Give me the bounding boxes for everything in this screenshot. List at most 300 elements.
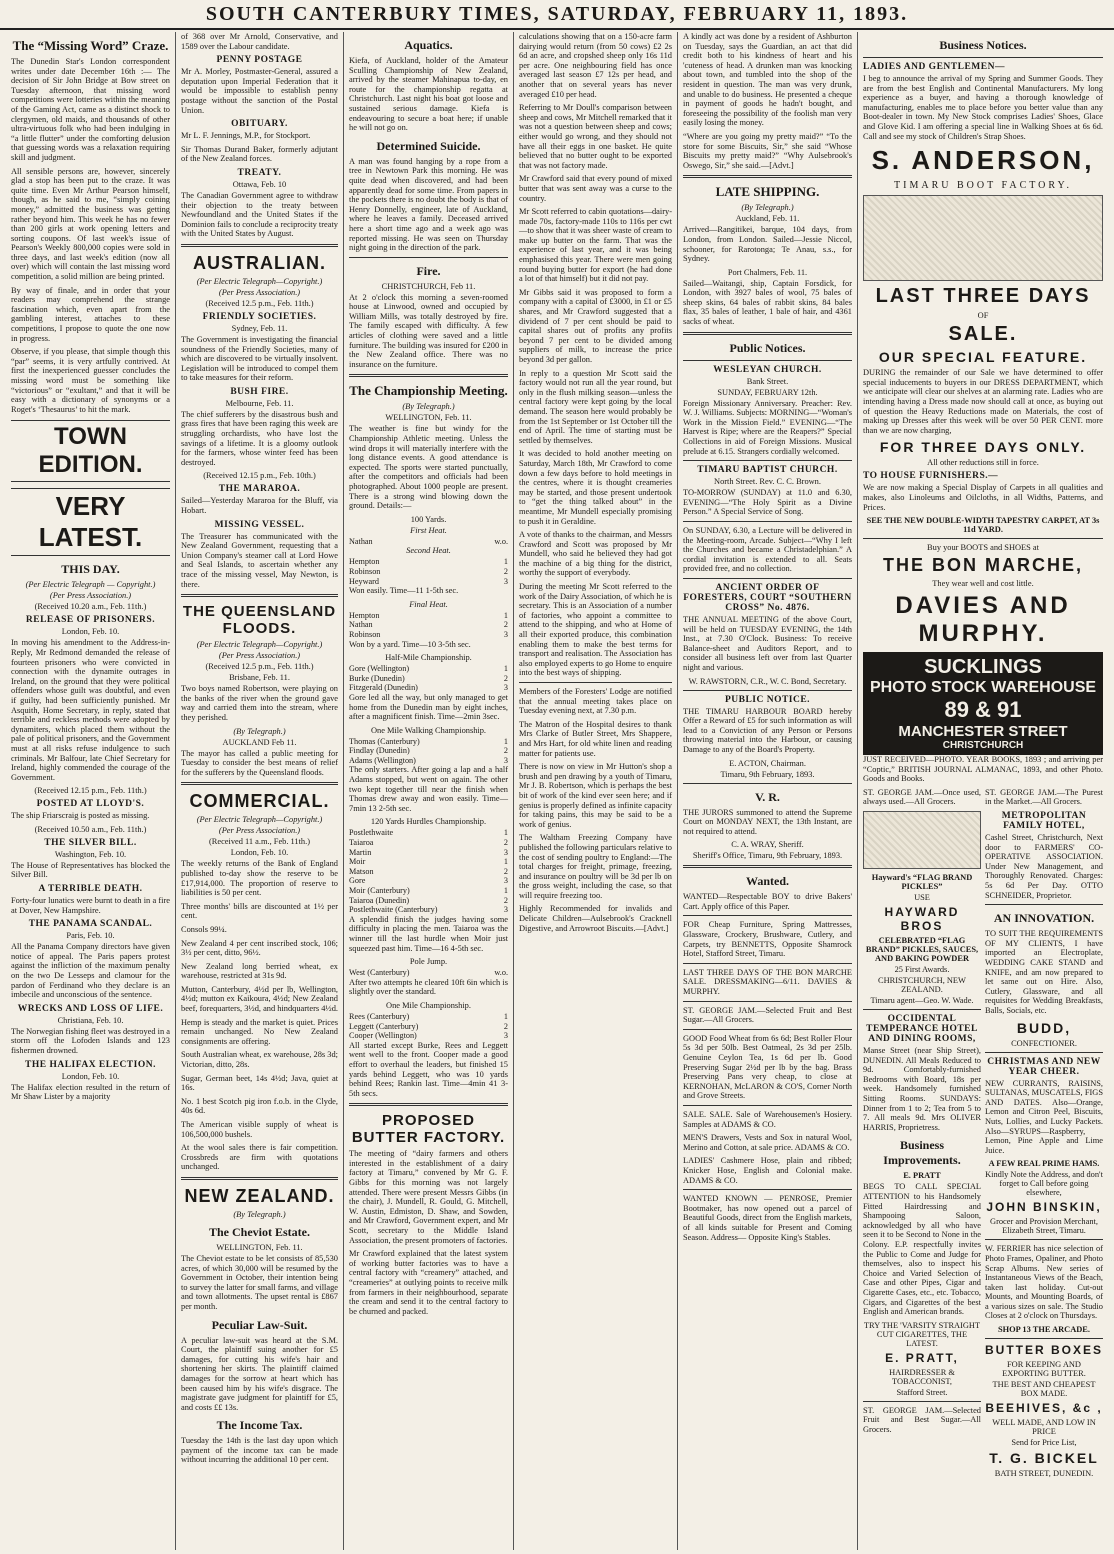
ad-pair: [863, 788, 1103, 1480]
result-row: [349, 1022, 508, 1032]
bickel-name: T. G. BICKEL: [989, 1450, 1099, 1467]
classified-ad: MEN'S Drawers, Vests and Sox in natural Wool, Merino and Cotton, at sale price. ADAMS & CO.: [683, 1133, 852, 1152]
results-list: [349, 737, 508, 766]
notice-text: Foreign Missionary Anniversary. Preacher: Rev. W. J. Williams. Subjects: MORNING—“Woman's Work in the Mission Field.” EVENING—“The Harvest is Ripe; where are the Reapers?” Special Collections in aid of Foreign Missions. Musical prelude at 6.15. Strangers cordially welcomed.: [683, 398, 852, 456]
article-paragraph: A kindly act was done by a resident of Ashburton on Tuesday, says the Guardian, an act that did credit both to his kindness of heart and his 'cuteness of head. A drunken man was knocking about town, and tumbled into the shop of the resident in question. The man was very drunk, and unable to do business. He presented a cheque in payment of goods he hadn't bought, and foreseeing the possibility of the foolish man very easily losing the money.: [683, 32, 852, 128]
article-paragraph: In moving his amendment to the Address-in-Reply, Mr Redmond demanded the release of fourteen prisoners who were convicted in connection with the dynamite outrages in Ireland, on the ground that they were political offenders whose guilt was doubtful, and even if guilty, had been sufficiently punished. Mr Asquith, Home Secretary, in reply, stated that terrible and reckless methods were adopted by dynamiters, which placed them without the pale of political prisoners, and the Government must at all risks refuse indulgence to such criminals. Mr Balfour, late Chief Secretary for Ireland, highly commended the courage of the Government.: [11, 638, 170, 782]
competitor-name: Hempton: [349, 610, 380, 620]
article-paragraph: Mr Crawford explained that the latest system of working butter factories was to have a central factory with “creamery” attached, and “creameries” at outlying points to receive milk from farmers in their neighbourhood, separate the cream and send it to the central factory to be churned and packed.: [349, 1249, 508, 1316]
article-paragraph: Observe, if you please, that simple though this “par” seems, it is very artfully contrived. At first the inexperienced guesser concludes the missing word must be something like “victorious” or “exultant,” and that it will be easy with a dictionary of synonyms or a Roget's ‘Thesaurus’ to hit the mark.: [11, 347, 170, 414]
column-3: [344, 32, 514, 1550]
placing: 1: [503, 664, 508, 674]
sucklings-name: SUCKLINGS: [924, 656, 1042, 679]
butter-boxes-sub: FOR KEEPING AND EXPORTING BUTTER.: [1002, 1360, 1086, 1379]
classified-ad: ST. GEORGE JAM.—Selected Fruit and Best Sugar.—All Grocers.: [683, 1005, 852, 1025]
notice-title: ANCIENT ORDER OF FORESTERS, COURT “SOUTHERN CROSS” No. 4876.: [683, 582, 852, 613]
article-paragraph: All the Panama Company directors have given notice of appeal. The Paris papers protest against the infliction of the maximum penalty on the two De Lesseps and clamour for the pardon of Ferdinand who they declare is an imbecile and unconscious of the sentence.: [11, 942, 170, 1000]
results-list: [349, 828, 508, 857]
article-paragraph: The Dunedin Star's London correspondent writes under date December 16th :— The decision of Sir John Bridge at Bow street on Tuesday afternoon, that missing word competitions were lotteries within the meaning of the Gaming Act, came as a distinct shock to clergymen, old maids, and thousands of other ultra-virtuous folk who had been indulging in “a little flutter” under the comforting delusion that guessing words was a relaxation requiring skill and judgment.: [11, 57, 170, 162]
placing: 3: [503, 755, 508, 765]
pratt-name: E. PRATT,: [885, 1350, 959, 1365]
result-row: [349, 876, 508, 886]
championship-heading: The Championship Meeting.: [349, 383, 508, 399]
placing: 2: [503, 1021, 508, 1031]
ad-text: TO SUIT THE REQUIREMENTS OF MY CLIENTS, I have imported an Electroplate, WEDDING CAKE STAND and KNIFE, and am now prepared to let same out on Hire. Also, Cutlery, Glassware, and all requisites for Wedding Breakfasts, Balls, Socials, etc.: [985, 929, 1103, 1015]
section-heading: WRECKS AND LOSS OF LIFE.: [17, 1003, 164, 1014]
classified-ad: WANTED KNOWN — PENROSE, Premier Bootmaker, has now opened out a parcel of Beautiful Goods, direct from the English markets, of all kinds suitable for Present and Coming Season. Address— Opposite King's Stables.: [683, 1194, 852, 1242]
placing: 2: [503, 673, 508, 683]
butter-factory-heading: PROPOSED BUTTER FACTORY.: [351, 1112, 506, 1147]
result-note: Gore led all the way, but only managed to get home from the Dunedin man by eight inches, after a magnificent finish. Time—2min 3sec.: [349, 692, 508, 722]
notice-text: THE JURORS summoned to attend the Supreme Court on MONDAY NEXT, the 13th Instant, are not required to attend.: [683, 807, 852, 836]
result-row: [349, 577, 508, 587]
manchester-street: MANCHESTER STREET: [898, 723, 1068, 741]
innovation-heading: AN INNOVATION.: [993, 911, 1095, 926]
result-row: [349, 674, 508, 684]
classified-ad: GOOD Food Wheat from 6s 6d; Best Roller Flour 5s 3d per 50lb. Best Oatmeal, 2s 3d per 25lb. Genuine Ceylon Tea, 1s 6d per lb. Good Preserving Sugar 2½d per lb by the bag. Brass Preserving Pans very cheap, to close at KERNOHAN, McLARON & CO'S, Corner North and Grove Streets.: [683, 1033, 852, 1101]
dateline: London, Feb. 10.: [230, 848, 289, 858]
notice-subtitle: Bank Street.: [746, 376, 789, 386]
dateline: Sydney, Feb. 11.: [231, 323, 288, 333]
dateline: Washington, Feb. 10.: [54, 849, 127, 859]
results-list: [349, 664, 508, 693]
notice-text: On SUNDAY, 6.30, a Lecture will be delivered in the Meeting-room, Arcade. Subject—“Why I left the Churches and became a Christadelphian.” A cordial invitation is extended to all. Seats provided free, and no collection.: [683, 526, 852, 574]
section-heading: THE PANAMA SCANDAL.: [28, 919, 153, 930]
article-paragraph: Mr L. F. Jennings, M.P., for Stockport.: [181, 131, 311, 141]
credit-line: (Per Electric Telegraph—Copyright.): [196, 815, 323, 825]
notice-text: TO-MORROW (SUNDAY) at 11.0 and 6.30, EVENING—“The Holy Spirit as a Divine Person.” A Special Service of Song.: [683, 488, 852, 517]
article-paragraph: A peculiar law-suit was heard at the S.M. Court, the plaintiff suing another for £5 damages, for cutting his wife's hair and shortening her skirts. The plaintiff claimed damages for the sorrow at heart which has been caused him by his wife's disgrace. The magistrate gave judgment for plaintiff for £5, and costs ££ 13s.: [181, 1335, 338, 1412]
photo-stock-line: PHOTO STOCK WAREHOUSE: [869, 679, 1097, 697]
section-heading: The Income Tax.: [216, 1418, 303, 1433]
article-paragraph: There is now on view in Mr Hutton's shop a brush and pen drawing by a youth of Timaru, Mr J. B. Robertson, which is perhaps the best bit of work of the kind ever seen here; and if genius is properly defined as infinite capacity for taking pains, this may be said to be a work of genius.: [519, 762, 672, 829]
event-title: Pole Jump.: [409, 957, 448, 967]
event-title: 100 Yards.: [410, 514, 447, 524]
christchurch-nz: CHRISTCHURCH, NEW ZEALAND.: [878, 976, 966, 995]
pickles-illustration: [863, 811, 981, 869]
article-paragraph: Consols 99¼.: [181, 924, 227, 934]
classified-ad: WANTED—Respectable BOY to drive Bakers' Cart. Apply office of this Paper.: [683, 892, 852, 911]
hotel-title: METROPOLITAN FAMILY HOTEL,: [1001, 811, 1087, 832]
dateline: AUCKLAND Feb 11.: [222, 737, 297, 747]
dateline: CHRISTCHURCH, Feb 11.: [381, 281, 476, 291]
dateline: Melbourne, Feb. 11.: [225, 398, 294, 408]
hayward-products: CELEBRATED “FLAG BRAND” PICKLES, SAUCES, AND BAKING POWDER: [865, 936, 979, 964]
dateline: London, Feb. 10.: [61, 1071, 120, 1081]
article-paragraph: Hemp is steady and the market is quiet. Prices remain unchanged. No New Zealand consignments are offering.: [181, 1017, 338, 1046]
result-row: [349, 1031, 508, 1041]
ad-text: BEGS TO CALL SPECIAL ATTENTION to his Handsomely Fitted Hairdressing and Shampooing Saloon, acknowledged by all who have seen it to be Second to None in the Colony. E.P. respectfully invites the Public to Come and Judge for themselves, also to inspect his Choice and Varied Selection of Case and other Pipes, Cigar and Cigarette Cases, etc., etc. Tobacco, Cigars, and Cigarettes of the best English and American brands.: [863, 1182, 981, 1317]
results-list: [349, 886, 508, 915]
competitor-name: Robinson: [349, 566, 381, 576]
business-improvements: Business Improvements.: [883, 1138, 961, 1168]
tapestry-line: SEE THE NEW DOUBLE-WIDTH TAPESTRY CARPET, AT 3s 11d YARD.: [866, 516, 1100, 535]
new-zealand-heading: NEW ZEALAND.: [184, 1185, 335, 1206]
article-paragraph: In reply to a question Mr Scott said the factory would not run all the year round, but only in the flush milking season—unless the central factory were kept going by the local demand. The season here would probably be from the 1st September or 1st October till the end of April. The time of starting must be settled by themselves.: [519, 368, 672, 445]
competitor-name: Heyward: [349, 576, 380, 586]
notice-text: THE ANNUAL MEETING of the above Court, will be held on TUESDAY EVENING, the 14th Inst., at 7.30 O'Clock. Business: To receive Balance-sheet and Auditors Report, and to consider all business left over from last Quarter night and various.: [683, 614, 852, 672]
credit-line: (Per Electric Telegraph — Copyright.): [25, 580, 156, 590]
christchurch-line: CHRISTCHURCH: [942, 740, 1024, 752]
received-line: (Received 12.15 p.m., Feb. 10th.): [203, 471, 316, 481]
competitor-name: Thomas (Canterbury): [349, 736, 420, 746]
butter-boxes: BUTTER BOXES: [985, 1343, 1104, 1358]
notice-text: THE TIMARU HARBOUR BOARD hereby Offer a Reward of £5 for such information as will lead to a Conviction of any Person or Persons throwing material into the Harbour, or causing Damage to any of the Board's Property.: [683, 706, 852, 754]
business-notices-heading: Business Notices.: [939, 38, 1027, 52]
article-paragraph: New Zealand 4 per cent inscribed stock, 106; 3½ per cent, ditto, 96½.: [181, 938, 338, 958]
ad-text: W. FERRIER has nice selection of Photo Frames, Opaliner, and Photo Scrap Albums. New series of Instantaneous Views of the Beach, taken last holiday. Cut-out Mounts, and Mounting Boards, of a various sizes on sale. The Studio Closes at 2 o'clock on Thursdays.: [985, 1244, 1103, 1321]
ad-heading: LADIES AND GENTLEMEN—: [863, 62, 1005, 72]
placing: 2: [503, 746, 508, 756]
dateline: Auckland, Feb. 11.: [735, 214, 800, 224]
reductions-note: All other reductions still in force.: [927, 458, 1039, 468]
section-heading: OBITUARY.: [231, 119, 288, 130]
result-row: [349, 838, 508, 848]
flag-brand-caption: Hayward's “FLAG BRAND PICKLES”: [871, 873, 973, 892]
classified-ad: ST. GEORGE JAM.—The Purest in the Market.—All Grocers.: [985, 787, 1103, 807]
result-row: [349, 557, 508, 567]
placing: 2: [503, 566, 508, 576]
shop-13: SHOP 13 THE ARCADE.: [998, 1325, 1090, 1335]
credit-line: (Per Electric Telegraph—Copyright.): [196, 640, 323, 650]
classified-ad: LADIES' Cashmere Hose, plain and ribbed; Knicker Hose, English and Colonial make. ADAMS & CO.: [683, 1156, 852, 1185]
competitor-name: Moir: [349, 857, 366, 867]
price-list: Send for Price List,: [1011, 1438, 1077, 1448]
ad-text: Cashel Street, Christchurch, Next door to FARMERS' CO-OPERATIVE ASSOCIATION. Under New Management, and Thoroughly Renovated. Charges: 5s 6d Per Day. OTTO SCHNEIDER, Proprietor.: [985, 833, 1103, 900]
hayward-name: HAYWARD BROS: [884, 905, 960, 934]
ad-text: I beg to announce the arrival of my Spring and Summer Goods. They are from the best English and Continental Manufacturers. My long experience as a buyer, and having a thorough knowledge of manufacturing, enables me to place before you better value than any Boot-dealer in town. My New Stock comprises Ladies' Shoes, Glace and Glove Kid. I am offering a special line in Walking Shoes at 6s 6d. Call and see my stock of Children's Strap Shoes.: [863, 74, 1103, 141]
missing-word-title: The “Missing Word” Craze.: [12, 38, 169, 53]
competitor-name: Postlethwaite: [349, 828, 394, 838]
ad-text: JUST RECEIVED—PHOTO. YEAR BOOKS, 1893 ; and arriving per “Coptic,” BRITISH JOURNAL ALMANAC, 1893, and other Photo. Goods and Books.: [863, 755, 1103, 784]
beehives: BEEHIVES, &c ,: [985, 1401, 1103, 1416]
article-paragraph: Three months' bills are discounted at 1½ per cent.: [181, 901, 338, 921]
competitor-name: Postlethwaite (Canterbury): [349, 905, 438, 915]
competitor-name: Fitzgerald (Dunedin): [349, 683, 418, 693]
competitor-name: West (Canterbury): [349, 968, 410, 978]
bickel-address: BATH STREET, DUNEDIN.: [994, 1469, 1094, 1479]
placing: 1: [503, 857, 508, 867]
notice-signature: W. RAWSTORN, C.R., W. C. Bond, Secretary.: [688, 676, 847, 686]
section-heading: Peculiar Law-Suit.: [211, 1317, 308, 1332]
section-heading: THE SILVER BILL.: [44, 837, 137, 848]
credit-line: (Per Press Association.): [49, 591, 132, 601]
article-paragraph: The Treasurer has communicated with the New Zealand Government, requesting that a Union Company's steamer call at Lord Howe and Seal Islands, to ascertain whether any trace of the missing vessel, May Newton, is there.: [181, 531, 338, 589]
event-title: One Mile Championship.: [386, 1000, 471, 1010]
notice-title: WESLEYAN CHURCH.: [713, 364, 822, 375]
town-edition-heading: TOWN EDITION.: [11, 420, 170, 482]
credit-line: (Per Electric Telegraph—Copyright.): [196, 276, 323, 286]
sale-label: SALE.: [948, 323, 1018, 346]
results-list: [349, 1012, 508, 1041]
competitor-name: Martin: [349, 847, 372, 857]
xmas-heading: CHRISTMAS AND NEW YEAR CHEER.: [987, 1056, 1101, 1077]
classified-ad: FOR Cheap Furniture, Spring Mattresses, Glassware, Crockery, Brushware, Cutlery, and Carpets, try BENNETTS, Opposite Shamrock Hotel, Stafford Street, Timaru.: [683, 920, 852, 959]
article-paragraph: of 368 over Mr Arnold, Conservative, and 1589 over the Labour candidate.: [181, 32, 338, 51]
article-paragraph: At 2 o'clock this morning a seven-roomed house at Linwood, owned and occupied by William Mills, was totally destroyed by fire. The family escaped with difficulty. A few articles of clothing were saved and a little furniture. The building was insured for £200 in the New Zealand office. There was no insurance on the furniture.: [349, 292, 508, 369]
placing: 2: [503, 895, 508, 905]
result-row: [349, 611, 508, 621]
dateline: Ottawa, Feb. 10: [232, 179, 287, 189]
competitor-name: Cooper (Wellington): [349, 1031, 417, 1041]
article-paragraph: All sensible persons are, however, sincerely glad a stop has been put to the craze. It was quite time. Even Mr Arthur Pearson himself, though, as he said to me, “simply coining money,” admitted the business was getting rather beyond him. This week he has no fewer than 200 girls at work opening letters and sorting coupons. Of last week's issue of Pearson's Weekly 800,000 copies were sold in three days, and last week's edition (now all over) which will contain the last missing word competition, a solid million are being printed.: [11, 166, 170, 282]
result-row: [349, 968, 508, 978]
article-paragraph: The Waltham Freezing Company have published the following particulars relative to the cost of sending poultry to England:—The total charges for freight, primage, freezing, and insurance on poultry will be 3d per lb on the gross weight, including the case, so that will require freezing too.: [519, 833, 672, 900]
placing: w.o.: [494, 536, 508, 546]
notice-date: SUNDAY, FEBRUARY 12th.: [717, 387, 818, 397]
column-5: [678, 32, 858, 1550]
result-note: All started except Burke, Rees and Leggett went well to the front. Cooper made a good effort to overhaul the leaders, but finished 15 yards behind Leggett, who was 10 yards behind Rees; Rankin last. Time—4min 41 3-5th secs.: [349, 1040, 508, 1098]
article-paragraph: The meeting of “dairy farmers and others interested in the establishment of a dairy factory at Timaru,” convened by Mr G. F. Gibbs for this morning was not largely attended. There were present Messrs Gibbs (in the chair), J. Mundell, R. Gould, G. Mitchell, W. Austin, Edmiston, D. Shaw, and Sowden, and Mr Crawford, Government expert, and Mr Scott, secretary to the Middle Island Association, the present promoters of factories.: [349, 1149, 508, 1245]
result-row: [349, 620, 508, 630]
placing: 1: [503, 736, 508, 746]
classified-ad: ST. GEORGE JAM.—Selected Fruit and Best Sugar.—All Grocers.: [863, 1405, 981, 1434]
wanted-heading: Wanted.: [745, 874, 789, 889]
section-heading: RELEASE OF PRISONERS.: [25, 615, 156, 626]
ad-text: DURING the remainder of our Sale we have determined to offer special inducements to buyers in our DRESS DEPARTMENT, which we anticipate will clear our shelves at an alarming rate. Ladies who are intending having a Dress made now should call at once, as buying out of question the Heavy Reductions made on Materials, the cost of making up Dresses after this week will be over 50 PER CENT. more than we are now charging,: [863, 368, 1103, 435]
credit-line: (By Telegraph.): [233, 1209, 286, 1219]
placing: 2: [503, 838, 508, 848]
article-paragraph: Members of the Foresters' Lodge are notified that the annual meeting takes place on Tuesday evening next, at 7.30 p.m.: [519, 687, 672, 716]
competitor-name: Matson: [349, 866, 374, 876]
article-paragraph: By way of finale, and in order that your readers may comprehend the strange fascination which, even apart from the gambling interest, attaches to these competitions, I propose to quote the one now in progress.: [11, 285, 170, 343]
column-2: [176, 32, 344, 1550]
event-title: 120 Yards Hurdles Championship.: [370, 817, 487, 827]
hotel-title: OCCIDENTAL TEMPERANCE HOTEL AND DINING ROOMS,: [866, 1014, 978, 1045]
article-paragraph: The mayor has called a public meeting for Tuesday to consider the best means of relief for the sufferers by the Queensland floods.: [181, 748, 338, 777]
article-paragraph: The Government is investigating the financial soundness of the Friendly Societies, many of which are discovered to be virtually insolvent. Legislation will be introduced to compel them to take measures for their reform.: [181, 334, 338, 383]
credit-line: (By Telegraph.): [233, 726, 286, 736]
pratt-role: HAIRDRESSER & TOBACCONIST,: [889, 1367, 955, 1386]
placing: 3: [503, 1031, 508, 1041]
competitor-name: Findlay (Dunedin): [349, 746, 410, 756]
received-line: (Received 12.5 p.m., Feb. 11th.): [205, 298, 314, 308]
result-note: Won by a yard. Time—10 3-5th sec.: [349, 639, 471, 649]
notice-date: Timaru, 9th February, 1893.: [720, 769, 815, 779]
budd-name: BUDD,: [1016, 1019, 1072, 1036]
special-feature: OUR SPECIAL FEATURE.: [878, 349, 1088, 366]
result-row: [349, 567, 508, 577]
classified-ad: LAST THREE DAYS OF THE BON MARCHE SALE. DRESSMAKING—6/11. DAVIES & MURPHY.: [683, 967, 852, 997]
competitor-name: Burke (Dunedin): [349, 673, 405, 683]
section-heading: The Cheviot Estate.: [209, 1224, 310, 1239]
received-line: (Received 12.15 p.m., Feb. 11th.): [34, 786, 147, 796]
agent-line: Timaru agent—Geo. W. Wade.: [870, 996, 974, 1006]
result-note: A splendid finish the judges having some difficulty in placing the men. Taiaroa was the winner till the last hurdle when Moir just squeezed past him. Time—16 4-5th sec.: [349, 914, 508, 953]
article-paragraph: At the wool sales there is fair competition. Crossbreds are firm with quotations unchanged.: [181, 1143, 338, 1172]
notice-subtitle: North Street. Rev. C. C. Brown.: [714, 477, 821, 487]
result-note: The only starters. After going a lap and a half Adams stopped, but went on again. The other two kept together till near the finish when Thomas drew away and won easily. Time—7min 13 2-5th sec.: [349, 765, 508, 813]
ad-text: NEW CURRANTS, RAISINS, SULTANAS, MUSCATELS, FIGS AND DATES. Also—Orange, Lemon and Citron Peel, Biscuits, Nuts, Lollies, and Lucky Packets. Also—SYRUPS—Raspberry, Lemon, Pine Apple and Lime Juice.: [985, 1078, 1103, 1155]
placing: 1: [503, 886, 508, 895]
event-title: Half-Mile Championship.: [385, 653, 472, 663]
pratt-title: E. PRATT: [903, 1171, 941, 1181]
placing: 1: [503, 610, 508, 620]
article-paragraph: A vote of thanks to the chairman, and Messrs Crawford and Scott was proposed by Mr Mundell, who said he believed they had got the machine of a big thing for the district, worthy the support of everybody.: [519, 530, 672, 578]
competitor-name: Leggett (Canterbury): [349, 1021, 419, 1031]
bon-marche-name: THE BON MARCHE,: [883, 555, 1083, 576]
awards-line: 25 First Awards.: [894, 965, 950, 975]
prime-hams: A FEW REAL PRIME HAMS.: [988, 1159, 1100, 1169]
buy-boots-line: Buy your BOOTS and SHOES at: [927, 543, 1039, 553]
result-note: After two attempts he cleared 10ft 6in which is slightly over the standard.: [349, 977, 508, 997]
competitor-name: Adams (Wellington): [349, 755, 416, 765]
result-row: [349, 886, 508, 896]
anderson-subtitle: TIMARU BOOT FACTORY.: [894, 180, 1072, 192]
article-paragraph: Forty-four lunatics were burnt to death in a fire at Dover, New Hampshire.: [11, 896, 170, 915]
dateline: Paris, Feb. 10.: [66, 931, 115, 941]
credit-line: (Per Press Association.): [218, 287, 301, 297]
section-heading: THE HALIFAX ELECTION.: [25, 1059, 156, 1070]
placing: 2: [503, 866, 508, 876]
received-line: (Received 11 a.m., Feb. 11th.): [208, 837, 310, 847]
result-row: [349, 828, 508, 838]
article-paragraph: The chief sufferers by the disastrous bush and grass fires that have been raging this week are struggling orchardists, who have lost the savings of a lifetime. It is a gloomy outlook for the farmers, whose winter feed has been destroyed.: [181, 409, 338, 467]
masthead: SOUTH CANTERBURY TIMES, SATURDAY, FEBRUARY 11, 1893.: [0, 0, 1114, 30]
article-paragraph: No. 1 best Scotch pig iron f.o.b. in the Clyde, 40s 6d.: [181, 1096, 338, 1116]
results-list: [349, 857, 508, 886]
placing: 3: [503, 629, 508, 639]
competitor-name: Taiaroa: [349, 838, 374, 848]
results-list: [349, 611, 508, 640]
section-heading: A TERRIBLE DEATH.: [38, 884, 143, 895]
placing: 3: [503, 683, 508, 693]
use-label: USE: [914, 893, 930, 903]
article-paragraph: Sugar, German beet, 14s 4½d; Java, quiet at 16s.: [181, 1073, 338, 1093]
article-paragraph: South Australian wheat, ex warehouse, 28s 3d; Victorian, ditto, 28s.: [181, 1050, 338, 1070]
received-line: (Received 10.20 a.m., Feb. 11th.): [34, 602, 147, 612]
last-three-days: LAST THREE DAYS: [875, 285, 1091, 308]
competitor-name: Nathan: [349, 536, 373, 546]
competitor-name: Nathan: [349, 620, 373, 630]
placing: 1: [503, 1011, 508, 1021]
notice-date: Sheriff's Office, Timaru, 9th February, 1893.: [692, 851, 843, 861]
article-paragraph: The Norwegian fishing fleet was destroyed in a storm off the Lofoden Islands and 123 fishermen drowned.: [11, 1026, 170, 1055]
article-paragraph: Sailed—Waitangi, ship, Captain Forsdick, for London, with 3927 bales of wool, 75 bales of sheep skins, 64 bales of rabbit skins, 84 bales flax, 35 bales of leather, 1 bale of hair, and 4361 sacks of wheat.: [683, 278, 852, 327]
article-paragraph: The American visible supply of wheat is 106,500,000 bushels.: [181, 1120, 338, 1139]
results-list: [349, 968, 508, 978]
section-heading: MISSING VESSEL.: [214, 519, 305, 530]
section-heading: THE MARAROA.: [218, 484, 301, 495]
placing: 2: [503, 620, 508, 630]
article-paragraph: Mutton, Canterbury, 4½d per lb, Wellington, 4½d; mutton ex Kaikoura, 4½d; New Zealand beef, forequarters, 3½d, and hindquarters 4½d.: [181, 984, 338, 1014]
article-paragraph: The Canadian Government agree to withdraw their objection to the treaty between Newfoundland and the United States if the Dominion fails to conclude a reciprocity treaty with the United States by August.: [181, 190, 338, 239]
competitor-name: Gore: [349, 876, 366, 886]
address-number: 89 & 91: [944, 697, 1022, 723]
competitor-name: Hempton: [349, 557, 380, 567]
result-row: [349, 756, 508, 766]
article-paragraph: calculations showing that on a 150-acre farm dairying would return (from 50 cows) £2 2s 6d an acre, and cropshed sheep only 16s 11d per acre. One neighbouring field has once averaged last season £7 12s per head, and another that on several years has never averaged £10 per head.: [519, 32, 672, 99]
placing: 3: [503, 847, 508, 857]
australian-heading: AUSTRALIAN.: [193, 252, 326, 273]
article-paragraph: New Zealand long berried wheat, ex warehouse, restricted at 31s 9d.: [181, 961, 338, 981]
competitor-name: Rees (Canterbury): [349, 1011, 410, 1021]
article-paragraph: Mr Gibbs said it was proposed to form a company with a capital of £3000, in £1 or £5 shares, and Mr Crawford suggested that a dividend of 7 per cent should be paid to capital shares out of profits any profits beyond 7 per cent to be divided among suppliers of milk, to increase the price beyond 3d per gallon.: [519, 287, 672, 364]
section-heading: TREATY.: [237, 167, 282, 178]
classified-ad: SALE. SALE. Sale of Warehousemen's Hosiery. Samples at ADAMS & CO.: [683, 1109, 852, 1129]
article-paragraph: The ship Friarscraig is posted as missing.: [11, 811, 150, 821]
article-paragraph: Sir Thomas Durand Baker, formerly adjutant of the New Zealand forces.: [181, 144, 338, 164]
sucklings-banner: [863, 652, 1103, 755]
article-paragraph: The Halifax election resulted in the return of Mr Shaw Lister by a majority: [11, 1082, 170, 1102]
placing: 3: [503, 905, 508, 915]
section-heading: BUSH FIRE.: [230, 386, 289, 397]
result-row: [349, 746, 508, 756]
results-list: [349, 557, 508, 586]
column-4: [514, 32, 678, 1550]
this-day-heading: THIS DAY.: [61, 562, 120, 577]
article-paragraph: Sailed—Yesterday Mararoa for the Bluff, via Hobart.: [181, 496, 338, 516]
anderson-name: S. ANDERSON,: [871, 145, 1095, 176]
pratt-try: TRY THE 'VARSITY STRAIGHT CUT CIGARETTES, THE LATEST.: [863, 1320, 981, 1348]
columns: [6, 32, 1108, 1550]
section-heading: Fire.: [416, 263, 441, 278]
article-paragraph: The weather is fine but windy for the Championship Athletic meeting. Unless the wind drops it will materially interfere with the long distance events. A good attendance is expected. The sports were started punctually, after the competitors and officials had been photographed. About 1000 people are present. There is a strong wind blowing down the ground. Details:—: [349, 424, 508, 511]
column-1: [6, 32, 176, 1550]
ad-text: We are now making a Special Display of Carpets in all qualities and makes, also Linoleums and Oilcloths, in all Widths, Patterns, and Prices.: [863, 483, 1103, 512]
competitor-name: Robinson: [349, 629, 381, 639]
received-line: (Received 12.5 p.m., Feb. 11th.): [205, 662, 314, 672]
article-paragraph: The weekly returns of the Bank of England published to-day show the reserve to be £17,914,000. The proportion of reserve to liabilities is 50 per cent.: [181, 859, 338, 898]
placing: 1: [503, 557, 508, 567]
budd-role: CONFECTIONER.: [1011, 1038, 1077, 1048]
heat-label: Second Heat.: [406, 546, 451, 556]
column-6-advertisements: [858, 32, 1108, 1550]
very-latest-heading: VERY LATEST.: [11, 488, 170, 556]
queensland-heading: THE QUEENSLAND FLOODS.: [182, 603, 337, 638]
placing: 1: [503, 828, 508, 838]
placing: 3: [503, 576, 508, 586]
advertisement-line: “Where are you going my pretty maid?” “To the store for some Biscuits, Sir,” she said “Whose Biscuits my pretty maid?” “Why Aulsebrook's Oswego, Sir,” she said.—[Advt.]: [683, 131, 852, 170]
result-row: [349, 664, 508, 674]
of-label: OF: [977, 311, 989, 321]
article-paragraph: The House of Representatives has blocked the Silver Bill.: [11, 860, 170, 880]
ad-heading: TO HOUSE FURNISHERS.—: [863, 471, 999, 482]
advertisement-line: Highly Recommended for invalids and Delicate Children—Aulsebrook's Cracknell Digestive, and Arrowroot Biscuits.—[Advt.]: [519, 904, 672, 933]
result-row: [349, 848, 508, 858]
result-row: [349, 537, 508, 547]
article-paragraph: Arrived—Rangitikei, barque, 104 days, from London, from London. Sailed—Jessie Niccol, schooner, for Rarotonga; Te Anau, s.s., for Sydney.: [683, 225, 852, 264]
article-paragraph: It was decided to hold another meeting on Saturday, March 18th, Mr Crawford to come down a few days before to hold meetings in the centres, where it is thought creameries may be started, and those present undertook to “get the thing talked about” in the meantime, Mr Mundell especially promising to push it in Geraldine.: [519, 449, 672, 526]
article-paragraph: The Cheviot estate to be let consists of 85,530 acres, of which 30,000 will be resumed by the Government in October, their intention being to survey the latter for small farms, and village and town allotments. The upset rental is £867 per month.: [181, 1253, 338, 1311]
result-row: [349, 1012, 508, 1022]
result-row: [349, 737, 508, 747]
competitor-name: Taiaroa (Dunedin): [349, 895, 410, 905]
credit-line: (By Telegraph.): [741, 203, 794, 213]
result-row: [349, 867, 508, 877]
heat-label: First Heat.: [410, 525, 447, 535]
vr-crest: V. R.: [755, 789, 780, 804]
event-title: One Mile Walking Championship.: [370, 725, 487, 735]
section-heading: PENNY POSTAGE: [216, 55, 303, 66]
box-made: THE BEST AND CHEAPEST BOX MADE.: [992, 1380, 1096, 1399]
notice-signature: C. A. WRAY, Sheriff.: [731, 840, 804, 850]
article-paragraph: During the meeting Mr Scott referred to the work of the Dairy Association, of which he is secretary. This is an Association of a number of factories, who appoint a committee to attend to the shipping, and who at Home of all their exported produce, this combination enabling them to make the best terms for transport and realisation. The Association has also employed experts to go Home to enquire into the best ways of shipping.: [519, 582, 672, 678]
result-row: [349, 857, 508, 867]
article-paragraph: Kiefa, of Auckland, holder of the Amateur Sculling Championship of New Zealand, arrived by the steamer Mahinapua to-day, en route for the championship regatta at Christchurch. Last night his boat got loose and sustained serious damage. Kiefa is endeavouring to secure a boat here; if unable he will not go on.: [349, 56, 508, 133]
result-row: [349, 905, 508, 915]
three-days-only: FOR THREE DAYS ONLY.: [879, 439, 1087, 456]
article-paragraph: Mr Crawford said that every pound of mixed butter that was sent away was a curse to the country.: [519, 174, 672, 203]
placing: 3: [503, 876, 508, 886]
section-heading: Determined Suicide.: [376, 138, 481, 153]
received-line: (Received 10.50 a.m., Feb. 11th.): [34, 824, 147, 834]
article-paragraph: The Matron of the Hospital desires to thank Mrs Clarke of Butler Street, Mrs Shappere, and Mrs Hart, for old white linen and reading matter for patients use.: [519, 719, 672, 758]
section-heading: POSTED AT LLOYD'S.: [36, 799, 145, 810]
placing: w.o.: [494, 968, 508, 978]
pratt-address: Stafford Street.: [896, 1387, 948, 1397]
wear-well-line: They wear well and cost little.: [932, 579, 1034, 589]
